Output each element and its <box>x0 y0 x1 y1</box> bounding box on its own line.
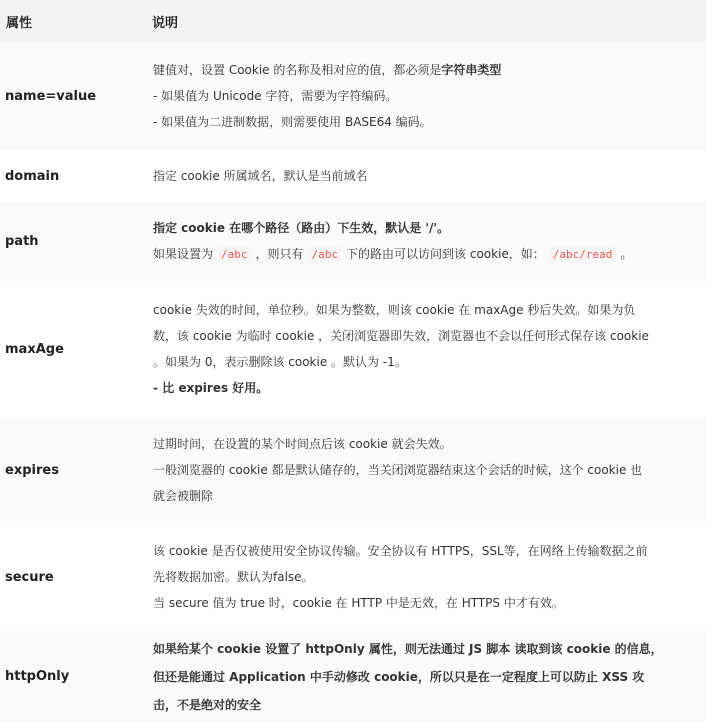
attribute-name: secure <box>0 523 144 631</box>
text: 。 <box>620 247 633 261</box>
text: 先将数据加密。默认为false。 <box>153 570 314 584</box>
attribute-name: maxAge <box>0 281 144 417</box>
text: 键值对，设置 Cookie 的名称及相对应的值，都必须是 <box>153 63 442 77</box>
table-header-row <box>0 0 706 42</box>
text: 当 secure 值为 true 时，cookie 在 HTTP 中是无效，在 HTTPS 中才有效。 <box>153 596 564 610</box>
table-row <box>0 42 706 150</box>
attribute-name: domain <box>0 150 144 202</box>
header-attribute: 属性 <box>0 0 144 42</box>
attribute-description <box>144 417 706 523</box>
text: 但还是能通过 Application 中手动修改 cookie，所以只是在一定程度上可以防止 XSS 攻 <box>153 669 645 684</box>
table-row <box>0 281 706 417</box>
attribute-description <box>144 631 706 722</box>
text: - 如果值为二进制数据，则需要使用 BASE64 编码。 <box>153 115 432 129</box>
text: 击，不是绝对的安全 <box>153 697 262 712</box>
text: - 如果值为 Unicode 字符，需要为字符编码。 <box>153 89 398 103</box>
attribute-description <box>144 202 706 281</box>
text: 数，该 cookie 为临时 cookie ，关闭浏览器即失效，浏览器也不会以任何形式保存该 cookie <box>153 329 649 343</box>
text: 。如果为 0，表示删除该 cookie 。默认为 -1。 <box>153 355 407 369</box>
attribute-description <box>144 281 706 417</box>
text: 如果设置为 <box>153 247 214 261</box>
text: 下的路由可以访问到该 cookie，如： <box>346 247 545 261</box>
attribute-description <box>144 150 706 202</box>
emphasis-text: 字符串类型 <box>441 63 502 77</box>
attribute-name: name=value <box>0 42 144 150</box>
text: 就会被删除 <box>153 489 214 503</box>
table-row <box>0 202 706 281</box>
header-description: 说明 <box>144 0 706 42</box>
table-row <box>0 523 706 631</box>
text: 过期时间，在设置的某个时间点后该 cookie 就会失效。 <box>153 437 452 451</box>
text: cookie 失效的时间，单位秒。如果为整数，则该 cookie 在 maxAge 秒后失效。如果为负 <box>153 303 636 317</box>
inline-code: /abc <box>308 246 343 263</box>
emphasis-text: - 比 expires 好用。 <box>153 381 269 395</box>
table-row <box>0 150 706 202</box>
inline-code: /abc/read <box>549 246 617 263</box>
attribute-name: expires <box>0 417 144 523</box>
attribute-name: path <box>0 202 144 281</box>
text: 一般浏览器的 cookie 都是默认储存的，当关闭浏览器结束这个会话的时候，这个 cookie 也 <box>153 463 643 477</box>
emphasis-text: 指定 cookie 在哪个路径（路由）下生效，默认是 '/'。 <box>153 221 450 235</box>
text: ，则只有 <box>255 247 304 261</box>
table-row <box>0 631 706 722</box>
text: 该 cookie 是否仅被使用安全协议传输。安全协议有 HTTPS，SSL等，在网络上传输数据之前 <box>153 544 648 558</box>
text: 如果给某个 cookie 设置了 httpOnly 属性，则无法通过 JS 脚本 读取到该 cookie 的信息， <box>153 641 663 656</box>
attribute-description <box>144 523 706 631</box>
inline-code: /abc <box>217 246 252 263</box>
attribute-description <box>144 42 706 150</box>
text: 指定 cookie 所属域名，默认是当前域名 <box>153 169 368 183</box>
attribute-name: httpOnly <box>0 631 144 722</box>
table-row <box>0 417 706 523</box>
